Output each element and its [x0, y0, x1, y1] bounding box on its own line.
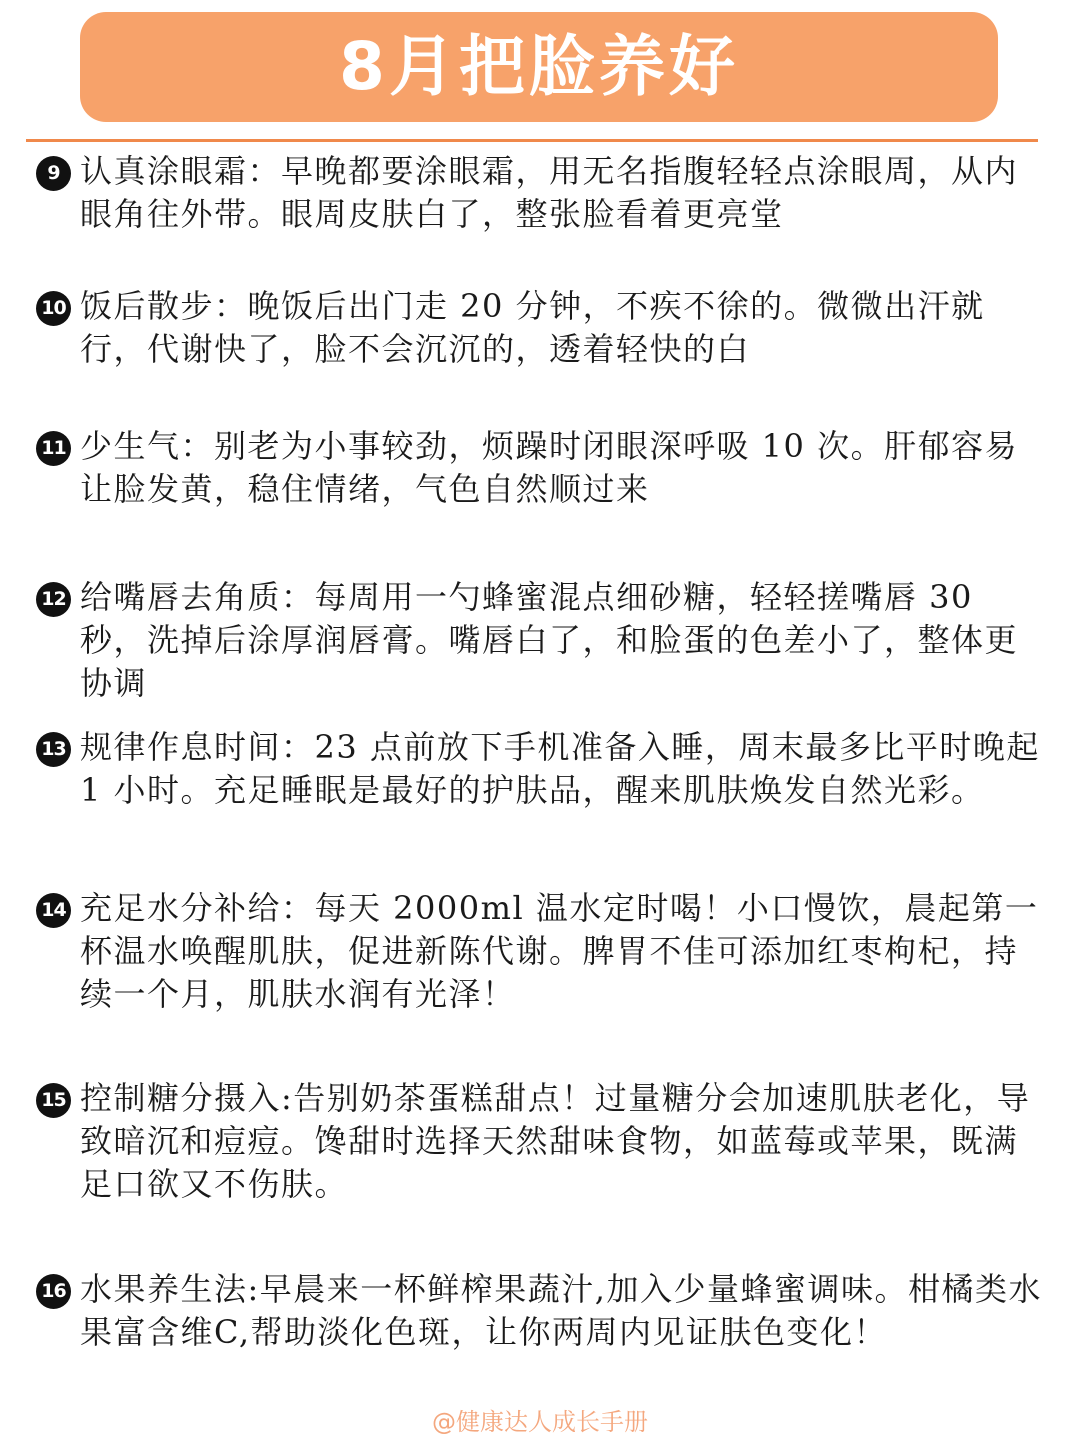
header-banner	[80, 12, 998, 122]
number-badge-icon: 14	[36, 893, 71, 928]
tip-item-16	[36, 1268, 1046, 1354]
number-badge-icon: 16	[36, 1274, 71, 1309]
tip-text: 认真涂眼霜：早晚都要涂眼霜，用无名指腹轻轻点涂眼周，从内眼角往外带。眼周皮肤白了，整张脸看着更亮堂	[80, 152, 1019, 233]
tip-text: 少生气：别老为小事较劲，烦躁时闭眼深呼吸 10 次。肝郁容易让脸发黄，稳住情绪，气色自然顺过来	[80, 427, 1019, 508]
page-title: 8月把脸养好	[339, 28, 739, 105]
tip-text: 给嘴唇去角质：每周用一勺蜂蜜混点细砂糖，轻轻搓嘴唇 30 秒，洗掉后涂厚润唇膏。嘴唇白了，和脸蛋的色差小了，整体更协调	[80, 578, 1019, 702]
tip-item-12	[36, 576, 1046, 705]
tip-item-10	[36, 285, 1046, 371]
number-badge-icon: 13	[36, 732, 71, 767]
tip-item-14	[36, 887, 1046, 1016]
tip-item-9	[36, 150, 1046, 236]
number-badge-icon: 15	[36, 1083, 71, 1118]
number-badge-icon: 12	[36, 582, 71, 617]
tip-item-15	[36, 1077, 1046, 1206]
tip-text: 水果养生法:早晨来一杯鲜榨果蔬汁,加入少量蜂蜜调味。柑橘类水果富含维C,帮助淡化色斑，让你两周内见证肤色变化！	[80, 1270, 1042, 1351]
tip-item-13	[36, 726, 1046, 812]
number-badge-icon: 10	[36, 291, 71, 326]
tip-text: 充足水分补给：每天 2000ml 温水定时喝！小口慢饮，晨起第一杯温水唤醒肌肤，促进新陈代谢。脾胃不佳可添加红枣枸杞，持续一个月，肌肤水润有光泽！	[80, 889, 1039, 1013]
tip-text: 控制糖分摄入:告别奶茶蛋糕甜点！过量糖分会加速肌肤老化，导致暗沉和痘痘。馋甜时选择天然甜味食物，如蓝莓或苹果，既满足口欲又不伤肤。	[80, 1079, 1031, 1203]
tip-item-11	[36, 425, 1046, 511]
header-divider	[26, 139, 1038, 142]
tip-text: 规律作息时间：23 点前放下手机准备入睡，周末最多比平时晚起 1 小时。充足睡眠是最好的护肤品，醒来肌肤焕发自然光彩。	[80, 728, 1040, 809]
author-credit: @健康达人成长手册	[432, 1408, 648, 1436]
tip-text: 饭后散步：晚饭后出门走 20 分钟，不疾不徐的。微微出汗就行，代谢快了，脸不会沉沉的，透着轻快的白	[80, 287, 985, 368]
number-badge-icon: 11	[36, 431, 71, 466]
number-badge-icon: 9	[36, 156, 71, 191]
